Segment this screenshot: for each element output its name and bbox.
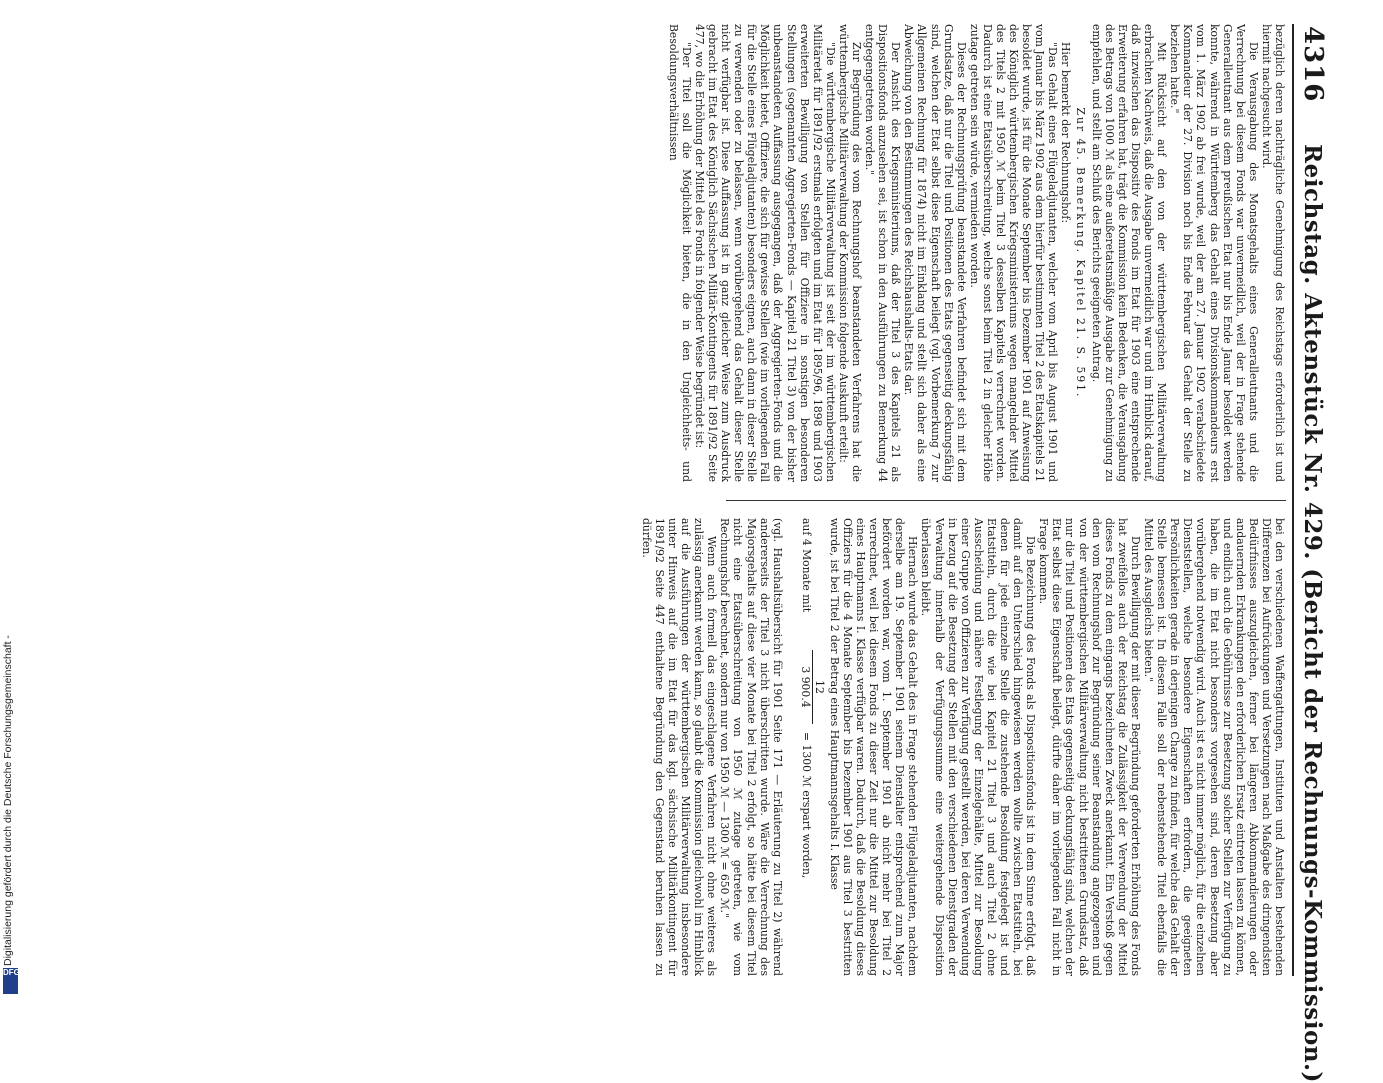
digitization-credit [0, 0, 22, 1000]
page-title: Reichstag. Aktenstück Nr. 429. (Bericht der Rechnungs-Kommission.) [1299, 144, 1326, 1083]
paragraph: Der Ansicht des Kriegsministeriums, daß der Titel 3 des Kapitels 21 als Dispositionsfonds anzusehen sei, ist schon in den Ausführungen zu Bemerkung 44 entgegengetreten worden." [863, 24, 903, 482]
section-heading: Zur 45. Bemerkung. Kapitel 21. S. 591. [1073, 107, 1087, 399]
paragraph: Zur Begründung des vom Rechnungshof beanstandeten Verfahrens hat die württembergische Militärverwaltung der Kommission folgende Auskunft erteilt: [836, 24, 863, 482]
paragraph: Hiernach wurde das Gehalt des in Frage stehenden Flügeladjutanten, nachdem derselbe am 19. September 1901 seinem Dienstalter entsprechend zum Major befördert worden war, vom 1. September 1901 ab nicht mehr bei Titel 2 verrechnet, weil bei diesem Fonds zu dieser Zeit nur die Mittel zur Besoldung eines Hauptmanns I. Klasse verfügbar waren. Dadurch, daß die Besoldung dieses Offiziers für die 4 Monate September bis Dezember 1901 aus Titel 3 bestritten wurde, ist bei Titel 2 der Betrag eines Hauptmannsgehalts I. Klasse [827, 518, 920, 976]
formula-prefix: auf 4 Monate mit [799, 518, 813, 613]
rotated-document-page [195, 0, 1340, 1083]
paragraph: bezüglich deren nachträgliche Genehmigung des Reichstags erforderlich ist und hiermit nachgesucht wird. [1259, 24, 1286, 482]
text-columns [205, 24, 1286, 976]
paragraph: Durch Bewilligung der mit dieser Begründung geforderten Erhöhung des Fonds hat zweifellos auch der Reichstag die Zulässigkeit der Verwendung der Mittel dieses Fonds zu dem eingangs bezeichneten Zweck anerkannt. Ein Verstoß gegen den vom Rechnungshof zur Begründung seiner Beanstandung angezogenen und von der württembergischen Militärverwaltung nicht bestrittenen Grundsatz, daß nur die Titel und Positionen des Etats gegenseitig deckungsfähig sind, welchen der Etat selbst diese Eigenschaft beilegt, dürfte daher im vorliegenden Fall nicht in Frage kommen. [1037, 518, 1142, 976]
left-column [205, 24, 1286, 482]
paragraph: (vgl. Haushaltsübersicht für 1901 Seite 171 — Erläuterung zu Titel 2) während andererseits der Titel 3 nicht überschritten wurde. Wäre die Verrechnung des Majorsgehalts auf diese vier Monate bei Titel 2 erfolgt, so hätte bei diesem Titel nicht eine Etatsüberschreitung von 1950 ℳ zutage getreten, wie vom Rechnungshof berechnet, sondern nur von 1950 ℳ — 1300 ℳ = 650 ℳ." [718, 518, 784, 976]
paragraph: Mit Rücksicht auf den von der württembergischen Militärverwaltung erbrachten Nachweis, daß die Ausgabe unvermeidlich war und im Hinblick darauf, daß inzwischen das Dispositiv des Fonds im Etat für 1903 eine entsprechende Erweiterung erfahren hat, trägt die Kommission kein Bedenken, die Verausgabung des Betrags von 1000 ℳ als eine außeretatsmäßige Ausgabe zur Genehmigung zu empfehlen, und stellt am Schluß des Berichts geeigneten Antrag. [1089, 24, 1169, 482]
paragraph: Die Verausgabung des Monatsgehalts eines Generalleutnants und die Verrechnung bei diesem Fonds war unvermeidlich, weil der in Frage stehende Generalleutnant aus dem preußischen Etat nur bis Ende Januar besoldet werden konnte, während in Württemberg das Gehalt eines Divisionskommandeurs erst vom 1. März 1902 ab frei wurde, weil der am 27. Januar 1902 verabschiedete Kommandeur der 27. Division noch bis Ende Februar das Gehalt der Stelle zu beziehen hatte." [1168, 24, 1260, 482]
calculation-formula [786, 518, 826, 976]
formula-fraction [798, 650, 826, 724]
formula-denominator: 3 900.4 [798, 666, 812, 708]
paragraph: "Die württembergische Militärverwaltung ist seit der im württembergischen Militäretat für 1891/92 erstmals erfolgten und im Etat für 1895/96, 1898 und 1903 erweiterten Bewilligung von Stellen für Offiziere in sonstigen besonderen Stellungen (sogenannten Aggregierten-Fonds — Kapitel 21 Titel 3) von der bisher unbeanstandeten Auffassung ausgegangen, daß der Aggregierten-Fonds und die Möglichkeit bietet, Offiziere, die sich für gewisse Stellen (wie im vorliegenden Fall für die Stelle eines Flügeladjutanten) besonders eignen, auch dann in dieser Stelle zu verwenden oder zu belassen, wenn vorübergehend das Gehalt dieser Stelle nicht verfügbar ist. Diese Auffassung ist in ganz gleicher Weise zum Ausdruck gebracht im Etat des Königlich Sächsischen Militär-Kontingents für 1891/92 Seite 477, wo die Erhöhung der Mittel des Fonds in folgender Weise begründet ist: [692, 24, 837, 482]
paragraph: Wenn auch formell das eingeschlagene Verfahren nicht ohne weiteres als zulässig anerkannt werden kann, so glaubt die Kommission gleichwohl im Hinblick auf die Ausführungen der württembergischen Militärverwaltung insbesondere unter Hinweis auf die im Etat für das kgl. sächsische Militärkontingent für 1891/92 Seite 447 enthaltene Begründung den Gegenstand beruhen lassen zu dürfen. [639, 518, 719, 976]
paragraph: bei den verschiedenen Waffengattungen, Instituten und Anstalten bestehenden Differenzen bei Aufrückungen und Versetzungen nach Maßgabe des dringendsten Bedürfnisses auszugleichen, ferner bei längeren Abkommandierungen oder andauernden Erkrankungen den erforderlichen Ersatz eintreten lassen zu können, und endlich auch die Gebührnisse zur Besetzung solcher Stellen zur Verfügung zu haben, die im Etat nicht besonders vorgesehen sind, deren Besetzung aber vorübergehend notwendig wird. Auch ist es nicht immer möglich, für die einzelnen Dienststellen, welche besondere Eigenschaften erfordern, die geeigneten Persönlichkeiten gerade in derjenigen Charge zu finden, für welche das Gehalt der Stelle bemessen ist. In diesem Falle soll der nebenstehende Titel ebenfalls die Mittel des Ausgleichs bieten." [1142, 518, 1286, 976]
page-number: 4316 [1298, 26, 1328, 103]
formula-result: = 1300 ℳ erspart worden, [799, 732, 813, 879]
right-column [205, 518, 1286, 976]
credit-text: Digitalisierung gefördert durch die Deutsche Forschungsgemeinschaft - [2, 635, 14, 966]
dfg-logo: DFG [3, 968, 18, 994]
page-header [1292, 24, 1334, 1083]
paragraph: "Das Gehalt eines Flügeladjutanten, welcher vom April bis August 1901 und vom Januar bis März 1902 aus dem hierfür bestimmten Titel 2 des Etatskapitels 21 besoldet wurde, ist für die Monate September bis Dezember 1901 auf Anweisung des Königlich württembergischen Kriegsministeriums wegen mangelnder Mittel des Titels 2 mit 1950 ℳ beim Titel 3 desselben Kapitels verrechnet worden. Dadurch ist eine Etatsüberschreitung, welche sonst beim Titel 2 in gleicher Höhe zutage getreten sein würde, vermieden worden. [967, 24, 1060, 482]
paragraph: Dieses der Rechnungsprüfung beanstandete Verfahren befindet sich mit dem Grundsatze, daß nur die Titel und Positionen des Etats gegenseitig deckungsfähig sind, welchen der Etat selbst diese Eigenschaft beilegt (vgl. Vorbemerkung 7 zur Allgemeinen Rechnung für 1874) nicht im Einklang und stellt sich daher als eine Abweichung von den Bestimmungen des Reichshaushalts-Etats dar. [902, 24, 968, 482]
formula-numerator: 12 [812, 650, 826, 724]
paragraph: Die Bezeichnung des Fonds als Dispositionsfonds ist in dem Sinne erfolgt, daß damit auf den Unterschied hingewiesen werden wollte zwischen Etatstiteln, bei denen für jede einzelne Stelle die zustehende Besoldung festgelegt ist und Etatstiteln, durch die wie bei Kapitel 21 Titel 3 und auch Titel 2 ohne Ausscheidung und nähere Festlegung der Einzelgehälte, Mittel zur Besoldung einer Gruppe von Offizieren zur Verfügung gestellt werden, bei deren Verwendung in bezug auf die Besetzung der Stellen mit den verschiedenen Dienstgraden der Verwaltung innerhalb der Verfügungssumme eine weitergehende Disposition überlassen bleibt. [919, 518, 1038, 976]
column-divider [726, 500, 1286, 501]
paragraph: Hier bemerkt der Rechnungshof: [1059, 42, 1073, 224]
paragraph: "Der Titel soll die Möglichkeit bieten, die in den Ungleichheits- und Besoldungsverhältnissen [666, 24, 693, 482]
